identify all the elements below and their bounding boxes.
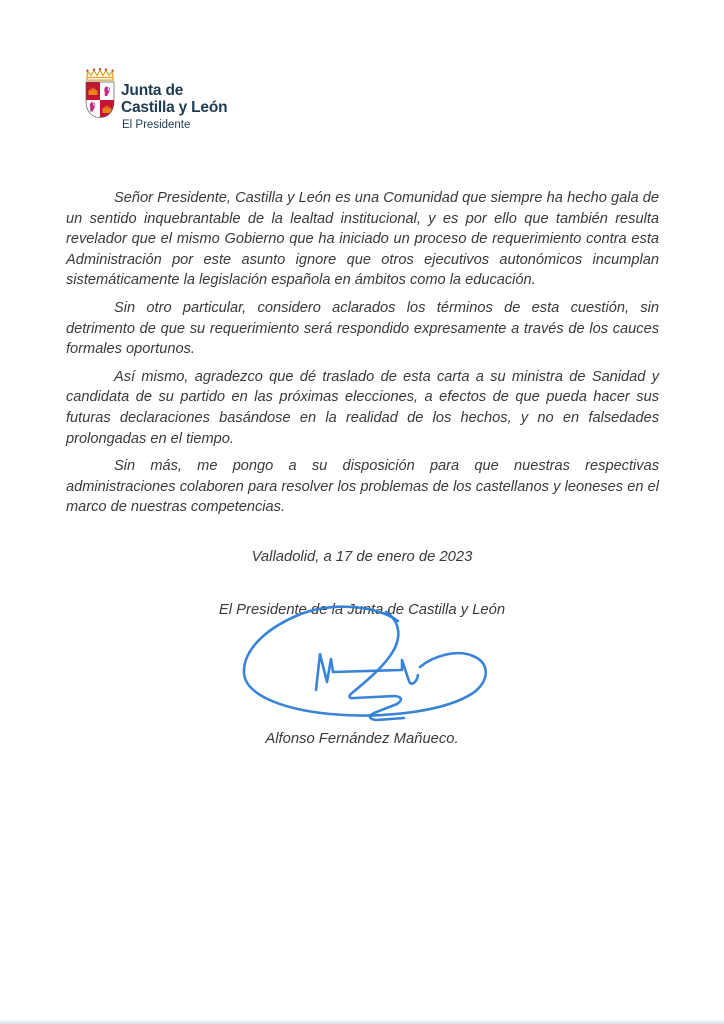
paragraph-1: Señor Presidente, Castilla y León es una Comunidad que siempre ha hecho gala de un sentido inquebrantable de la lealtad institucional, y es por ello que también resulta revelador que el mismo Gobierno que ha iniciado un proceso de requerimiento contra esta Administración por este asunto ignore que otros ejecutivos autonómicos incumplan sistemáticamente la legislación española en ámbitos como la educación. (66, 190, 659, 289)
signature-loop (244, 607, 486, 716)
signature-initials (316, 654, 418, 690)
department-label: El Presidente (122, 119, 191, 131)
org-name-line2: Castilla y León (121, 98, 228, 116)
coat-of-arms-icon (84, 68, 116, 120)
signature-scribble (236, 599, 504, 735)
date-line: Valladolid, a 17 de enero de 2023 (251, 549, 473, 565)
crown-icon (86, 68, 113, 80)
signer-title: El Presidente de la Junta de Castilla y León (218, 602, 506, 618)
paragraph-3: Así mismo, agradezco que dé traslado de esta carta a su ministra de Sanidad y candidata de su partido en las próximas elecciones, a efectos de que pueda hacer sus futuras declaraciones basándose en la realidad de los hechos, y no en falsedades prolongadas en el tiempo. (66, 368, 659, 447)
paragraph-2: Sin otro particular, considero aclarados los términos de esta cuestión, sin detrimento de que su requerimiento será respondido expresamente a través de los cauces formales oportunos. (66, 299, 659, 358)
org-name-line1: Junta de (121, 82, 184, 99)
signer-name: Alfonso Fernández Mañueco. (265, 731, 459, 747)
signature-descender (350, 612, 404, 720)
org-name (121, 83, 227, 116)
shield-icon (86, 82, 114, 118)
letter-body (66, 188, 659, 525)
scan-edge-artifact (0, 1019, 724, 1024)
paragraph-4: Sin más, me pongo a su disposición para que nuestras respectivas administraciones colaboren para resolver los problemas de los castellanos y leoneses en el marco de nuestras competencias. (66, 458, 659, 516)
